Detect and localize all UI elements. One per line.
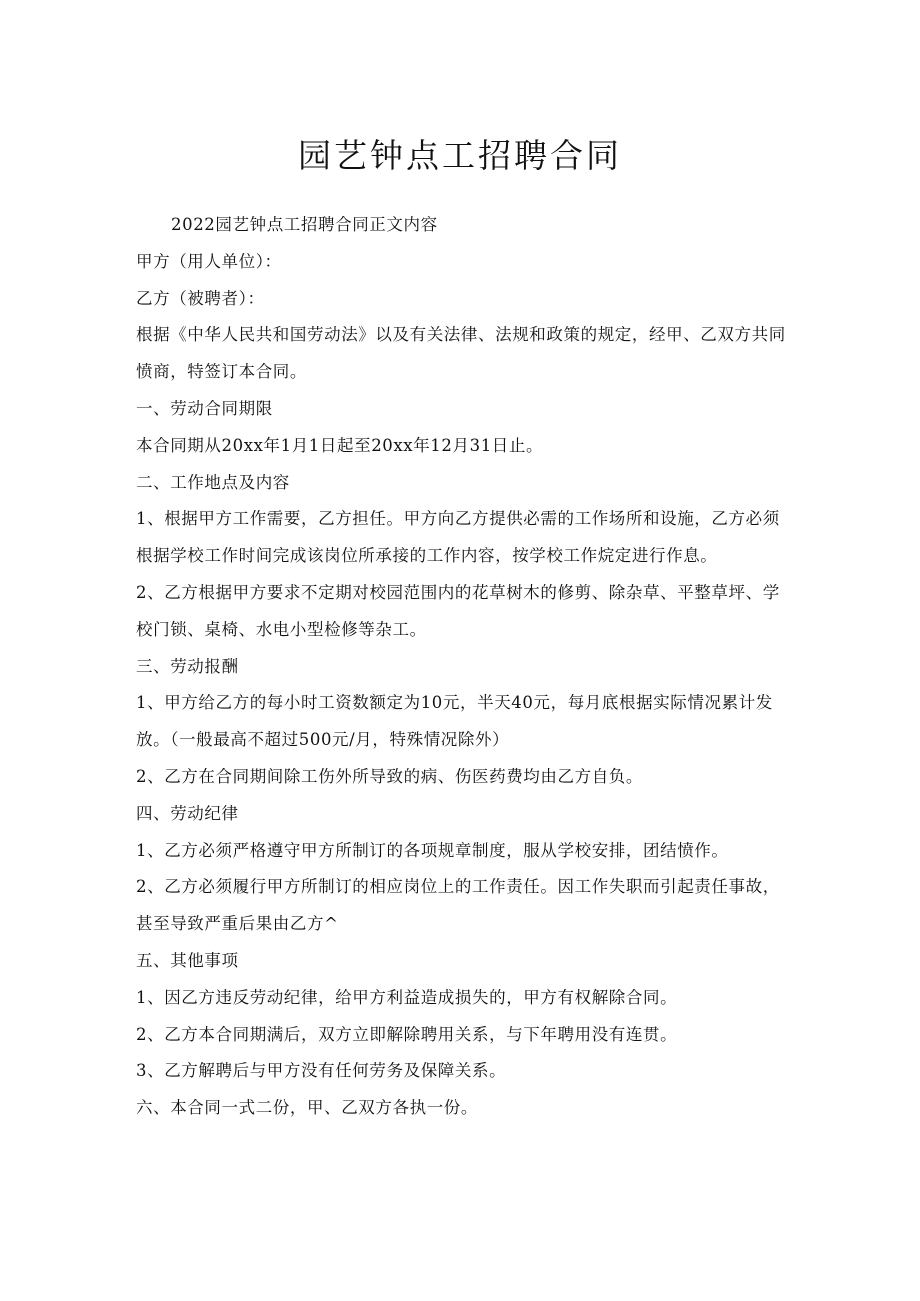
other-item-3: 3、乙方解聘后与甲方没有任何劳务及保障关系。	[136, 1061, 507, 1081]
discipline-item-2: 2、乙方必须履行甲方所制订的相应岗位上的工作责任。因工作失职而引起责任事故，甚至导致严重后果由乙方^	[136, 877, 780, 934]
party-b-line: 乙方（被聘者）：	[136, 288, 265, 308]
section-heading-other: 五、其他事项	[136, 950, 239, 970]
location-item-1: 1、根据甲方工作需要，乙方担任。甲方向乙方提供必需的工作场所和设施，乙方必须根据学校工作时间完成该岗位所承接的工作内容，按学校工作烷定进行作息。	[136, 509, 780, 566]
document-title: 园艺钟点工招聘合同	[298, 136, 622, 175]
section-heading-discipline: 四、劳动纪律	[136, 803, 239, 823]
section-heading-pay: 三、劳动报酬	[136, 656, 239, 676]
other-item-2: 2、乙方本合同期满后，双方立即解除聘用关系，与下年聘用没有连贯。	[136, 1024, 678, 1044]
location-item-2: 2、乙方根据甲方要求不定期对校园范围内的花草树木的修剪、除杂草、平整草坪、学校门锁、桌椅、水电小型检修等杂工。	[136, 582, 780, 639]
term-paragraph: 本合同期从20xx年1月1日起至20xx年12月31日止。	[136, 435, 544, 455]
pay-item-2: 2、乙方在合同期间除工伤外所导致的病、伤医药费均由乙方自负。	[136, 766, 643, 786]
section-heading-location: 二、工作地点及内容	[136, 472, 290, 492]
pay-item-1: 1、甲方给乙方的每小时工资数额定为10元，半天40元，每月底根据实际情况累计发放。（一般最高不超过500元/月，特殊情况除外）	[136, 693, 773, 750]
preamble-paragraph: 根据《中华人民共和国劳动法》以及有关法律、法规和政策的规定，经甲、乙双方共同愤商，特签订本合同。	[136, 325, 786, 382]
subtitle-paragraph: 2022园艺钟点工招聘合同正文内容	[171, 215, 438, 234]
party-a-line: 甲方（用人单位）：	[136, 251, 282, 271]
discipline-item-1: 1、乙方必须严格遵守甲方所制订的各项规章制度，服从学校安排，团结愤作。	[136, 840, 729, 860]
other-item-1: 1、因乙方违反劳动纪律，给甲方利益造成损失的，甲方有权解除合同。	[136, 987, 678, 1007]
section-copies: 六、本合同一式二份，甲、乙双方各执一份。	[136, 1098, 478, 1118]
document-body	[136, 207, 786, 1127]
section-heading-term: 一、劳动合同期限	[136, 398, 273, 418]
